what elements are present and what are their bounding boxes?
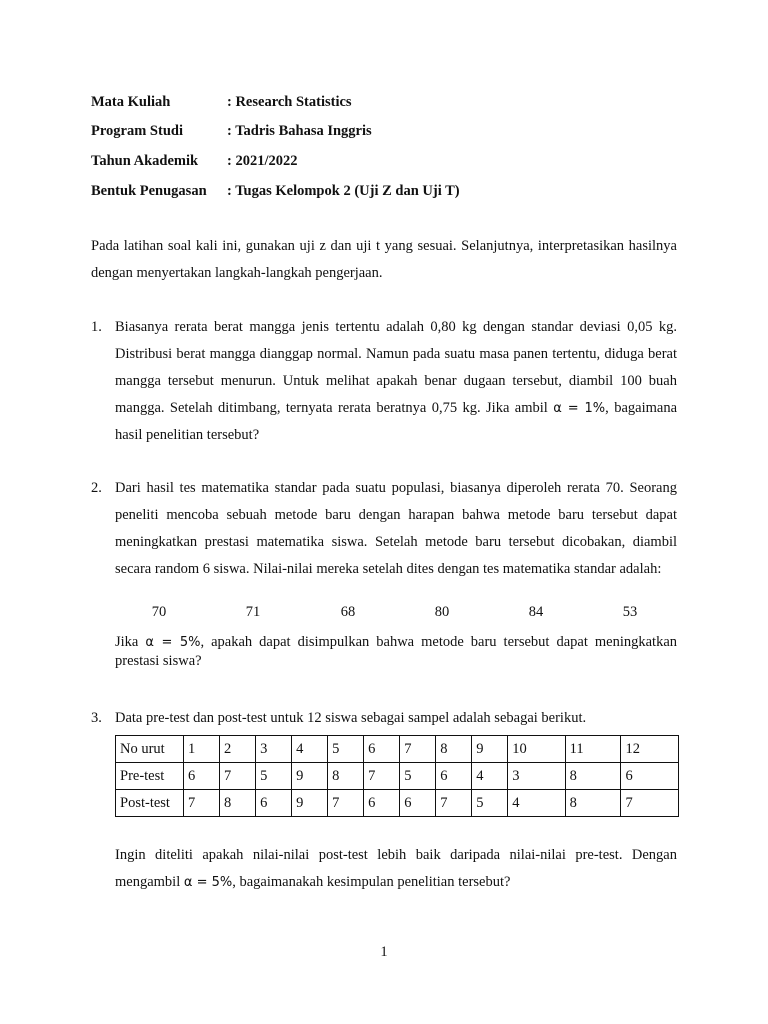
question-3-intro: Data pre-test dan post-test untuk 12 siswa sebagai sampel adalah sebagai berikut.: [115, 710, 587, 726]
page-number: 1: [380, 944, 388, 960]
table-row: [116, 763, 679, 790]
question-1-tail: , bagaimana hasil penelitian tersebut?: [115, 400, 678, 443]
table-cell: 6: [621, 763, 679, 790]
header-label: Mata Kuliah: [91, 94, 171, 110]
table-cell: 5: [472, 790, 508, 817]
table-cell: 7: [621, 790, 679, 817]
question-2-text: Dari hasil tes matematika standar pada suatu populasi, biasanya diperoleh rerata 70. Seorang peneliti mencoba sebuah metode baru dengan harapan bahwa metode baru tersebut dapat meningkatkan prestasi matematika siswa. Setelah metode baru tersebut dicobakan, diambil secara random 6 siswa. Nilai-nilai mereka setelah dites dengan tes matematika standar adalah:: [115, 480, 677, 577]
table-cell: 11: [565, 736, 621, 763]
table-cell: No urut: [116, 736, 184, 763]
table-cell: 10: [508, 736, 565, 763]
header-row-year: [91, 153, 297, 170]
table-cell: 7: [328, 790, 364, 817]
table-cell: 5: [256, 763, 292, 790]
header-row-assignment: [91, 183, 460, 200]
table-cell: 7: [364, 763, 400, 790]
table-cell: 8: [565, 790, 621, 817]
table-cell: 7: [184, 790, 220, 817]
header-label: Program Studi: [91, 123, 183, 139]
score-value: 70: [151, 604, 167, 620]
table-cell: 8: [436, 736, 472, 763]
table-cell: 6: [256, 790, 292, 817]
question-3-question: [115, 842, 677, 896]
table-cell: 7: [400, 736, 436, 763]
header-value: : Tadris Bahasa Inggris: [227, 123, 372, 139]
header-row-course: [91, 94, 352, 111]
table-cell: 4: [292, 736, 328, 763]
table-cell: 4: [472, 763, 508, 790]
header-label: Bentuk Penugasan: [91, 183, 207, 199]
alpha-formula: α = 1%: [553, 401, 606, 416]
table-cell: 12: [621, 736, 679, 763]
header-value: : Research Statistics: [227, 94, 352, 110]
score-value: 84: [528, 604, 544, 620]
intro-paragraph: Pada latihan soal kali ini, gunakan uji z dan uji t yang sesuai. Selanjutnya, interpretasikan hasilnya dengan menyertakan langkah-langkah pengerjaan.: [91, 238, 677, 281]
alpha-formula: α = 5%: [145, 635, 201, 650]
pretest-posttest-table: [115, 735, 679, 817]
table-cell: Post-test: [116, 790, 184, 817]
table-row: [116, 736, 679, 763]
table-cell: 6: [364, 736, 400, 763]
table-cell: 3: [256, 736, 292, 763]
table-cell: 5: [328, 736, 364, 763]
table-cell: 1: [184, 736, 220, 763]
table-cell: 4: [508, 790, 565, 817]
table-cell: 8: [220, 790, 256, 817]
header-label: Tahun Akademik: [91, 153, 199, 169]
table-cell: Pre-test: [116, 763, 184, 790]
question-3-tail: , bagaimanakah kesimpulan penelitian tersebut?: [232, 874, 511, 890]
question-2-suffix: , apakah dapat disimpulkan bahwa metode baru tersebut dapat meningkatkan prestasi siswa?: [115, 634, 678, 669]
score-value: 68: [340, 604, 356, 620]
table-cell: 6: [400, 790, 436, 817]
score-value: 80: [434, 604, 450, 620]
table-cell: 8: [328, 763, 364, 790]
table-cell: 6: [364, 790, 400, 817]
table-cell: 6: [436, 763, 472, 790]
table-cell: 3: [508, 763, 565, 790]
score-value: 53: [622, 604, 638, 620]
question-1-number: 1.: [91, 319, 102, 335]
header-row-program: [91, 123, 372, 140]
score-value: 71: [245, 604, 261, 620]
table-cell: 8: [565, 763, 621, 790]
alpha-formula: α = 5%: [183, 875, 233, 890]
question-2-prefix: Jika: [115, 634, 139, 650]
table-cell: 7: [220, 763, 256, 790]
table-cell: 6: [184, 763, 220, 790]
question-2-number: 2.: [91, 480, 102, 496]
table-row: [116, 790, 679, 817]
header-value: : 2021/2022: [227, 153, 298, 169]
table-cell: 9: [292, 790, 328, 817]
question-1-body: Biasanya rerata berat mangga jenis tertentu adalah 0,80 kg dengan standar deviasi 0,05 kg. Distribusi berat mangga dianggap normal. Namun pada suatu masa panen tertentu, diduga berat mangga tersebut menurun. Untuk melihat apakah benar dugaan tersebut, diambil 100 buah mangga. Setelah ditimbang, ternyata rerata beratnya 0,75 kg. Jika ambil: [115, 319, 677, 416]
header-value: : Tugas Kelompok 2 (Uji Z dan Uji T): [227, 183, 460, 199]
question-2-prompt: [115, 633, 677, 671]
question-3-number: 3.: [91, 710, 102, 726]
table-cell: 9: [292, 763, 328, 790]
question-3-body: Ingin diteliti apakah nilai-nilai post-test lebih baik daripada nilai-nilai pre-test. Dengan mengambil: [115, 847, 677, 890]
table-cell: 9: [472, 736, 508, 763]
table-cell: 2: [220, 736, 256, 763]
score-list: [0, 604, 768, 624]
question-1-text: [115, 314, 677, 449]
table-cell: 5: [400, 763, 436, 790]
table-cell: 7: [436, 790, 472, 817]
